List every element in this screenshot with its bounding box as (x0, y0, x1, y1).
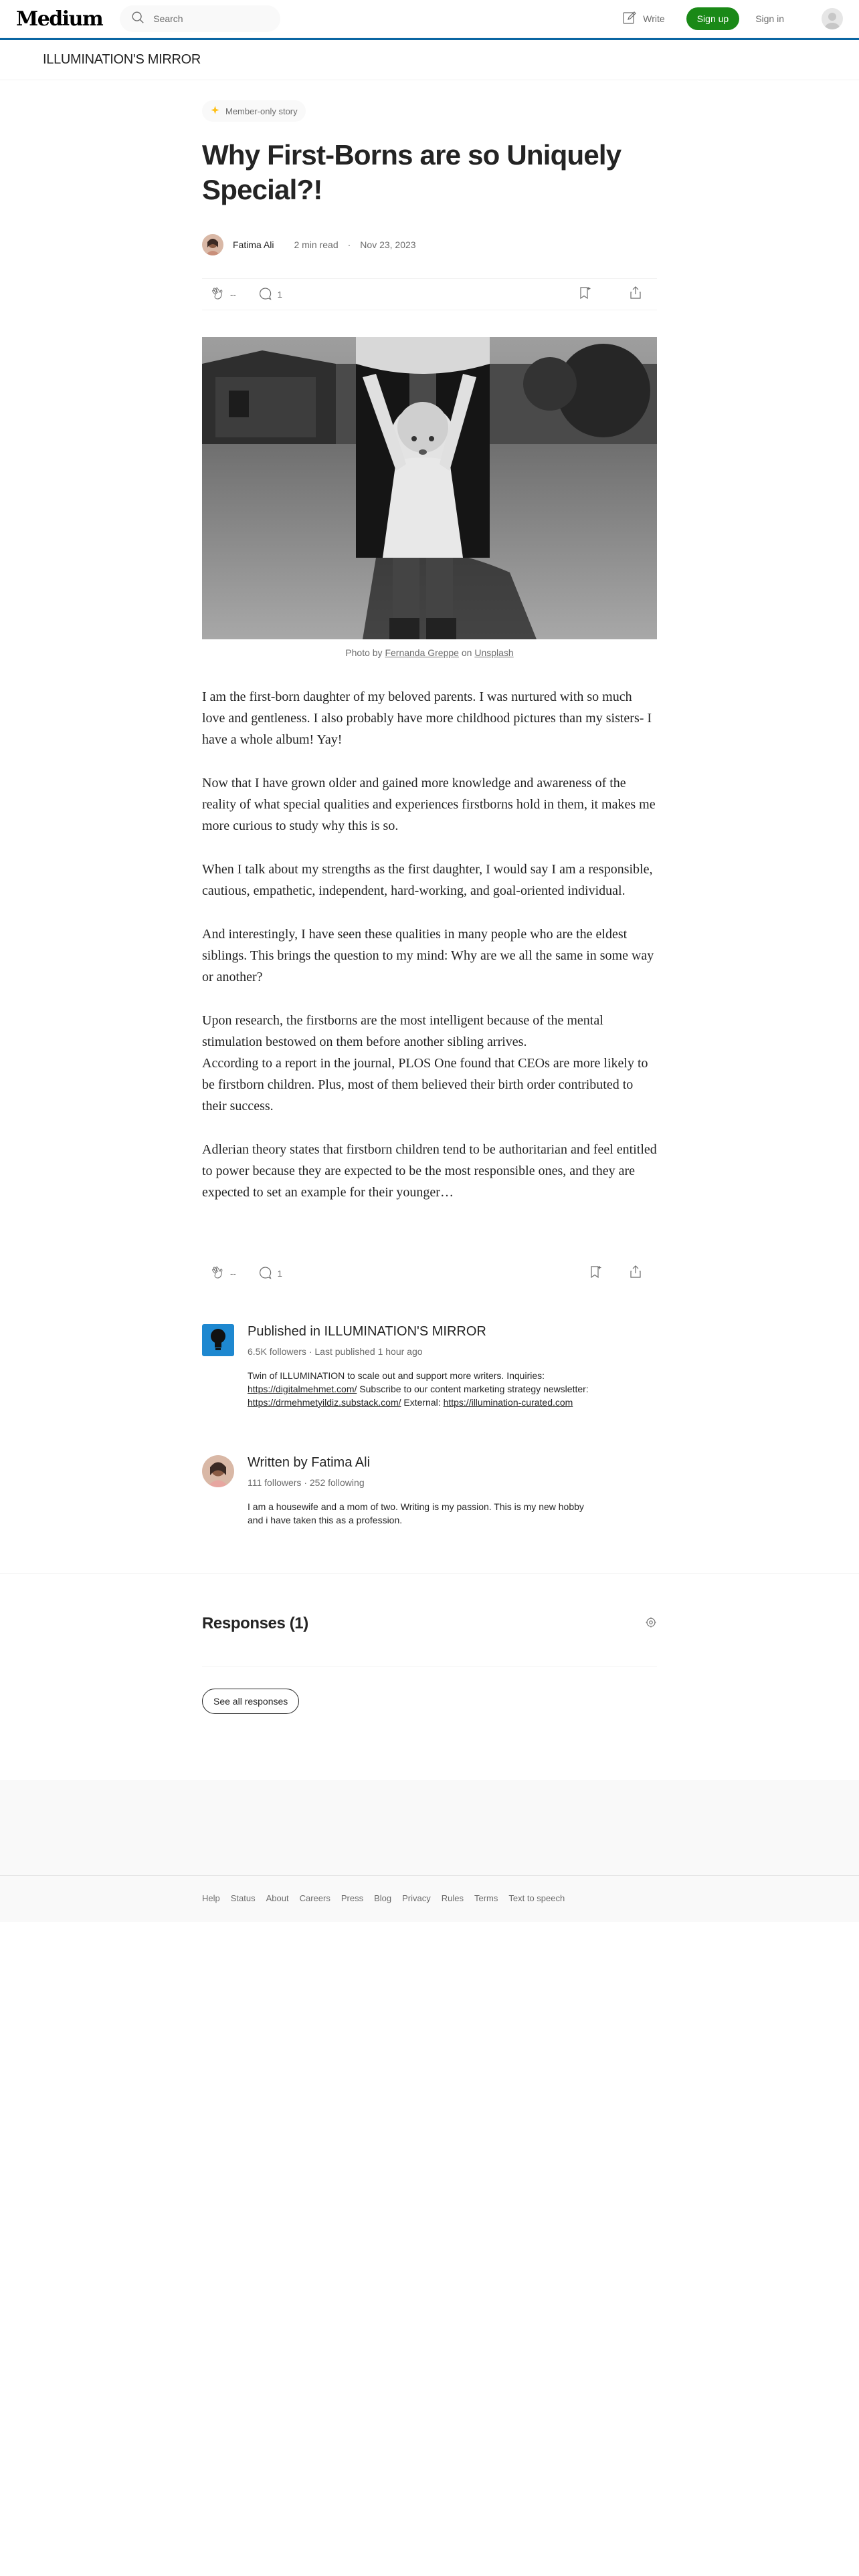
footer-link-blog[interactable]: Blog (374, 1893, 392, 1903)
see-all-responses-button[interactable]: See all responses (202, 1689, 299, 1714)
author-row (202, 230, 657, 259)
bookmark-icon[interactable] (587, 1264, 603, 1283)
author-heading[interactable]: Written by Fatima Ali (248, 1455, 371, 1470)
footer (0, 1875, 859, 1922)
signin-link[interactable]: Sign in (755, 13, 784, 24)
member-only-label: Member-only story (225, 106, 298, 116)
author-card (202, 1455, 657, 1527)
clap-icon (210, 286, 226, 304)
search-icon (130, 10, 145, 28)
paragraph: Now that I have grown older and gained more knowledge and awareness of the reality of what special qualities and experiences firstborns hold in them, it makes me more curious to study why this is so. (202, 776, 656, 833)
publisher-desc-3: External: (401, 1397, 441, 1408)
author-followers[interactable]: 111 followers (248, 1477, 302, 1488)
share-icon[interactable] (628, 1264, 644, 1283)
footer-link-careers[interactable]: Careers (299, 1893, 330, 1903)
photographer-link[interactable]: Fernanda Greppe (385, 647, 459, 658)
clap-icon (210, 1265, 226, 1283)
paragraph: According to a report in the journal, PLOS One found that CEOs are more likely to be firstborn children. Plus, most of them believed their birth order contributed to their success. (202, 1056, 648, 1113)
publisher-card (202, 1324, 657, 1409)
star-icon (210, 105, 220, 117)
share-icon[interactable] (628, 285, 644, 304)
publisher-link-2[interactable]: https://drmehmetyildiz.substack.com/ (248, 1397, 401, 1408)
author-card-avatar[interactable] (202, 1455, 234, 1487)
hero-image (202, 337, 657, 639)
paragraph: And interestingly, I have seen these qualities in many people who are the eldest siblings. This brings the question to my mind: Why are we all the same in some way or another? (202, 927, 654, 984)
footer-link-terms[interactable]: Terms (474, 1893, 498, 1903)
comment-button[interactable] (258, 286, 282, 304)
member-only-badge (202, 100, 306, 122)
publisher-heading[interactable]: Published in ILLUMINATION'S MIRROR (248, 1324, 486, 1339)
footer-link-status[interactable]: Status (230, 1893, 256, 1903)
publisher-desc-1: Twin of ILLUMINATION to scale out and support more writers. Inquiries: (248, 1370, 545, 1381)
publisher-followers[interactable]: 6.5K followers (248, 1346, 306, 1357)
unsplash-link[interactable]: Unsplash (474, 647, 514, 658)
author-bio: I am a housewife and a mom of two. Writing is my passion. This is my new hobby and i have taken this as a profession. (248, 1501, 584, 1525)
author-avatar[interactable] (202, 234, 223, 255)
section-divider (0, 1573, 859, 1574)
publish-date: Nov 23, 2023 (360, 239, 416, 250)
last-published: Last published 1 hour ago (314, 1346, 423, 1357)
clap-button[interactable] (210, 1265, 236, 1283)
author-following[interactable]: 252 following (309, 1477, 365, 1488)
publication-bar (0, 38, 859, 80)
clap-count: -- (230, 1268, 236, 1279)
responses-title: Responses (1) (202, 1614, 308, 1632)
comment-icon (258, 286, 274, 304)
publication-name[interactable]: ILLUMINATION'S MIRROR (43, 52, 201, 67)
comment-icon (258, 1265, 274, 1283)
search-input[interactable] (153, 13, 267, 24)
clap-button[interactable] (210, 286, 236, 304)
footer-link-rules[interactable]: Rules (441, 1893, 464, 1903)
read-time: 2 min read (294, 239, 339, 250)
top-nav (0, 0, 859, 38)
author-stats (248, 1477, 589, 1488)
bookmark-icon[interactable] (577, 285, 593, 304)
comment-count: 1 (277, 289, 282, 300)
footer-link-help[interactable]: Help (202, 1893, 220, 1903)
action-bar-top (202, 278, 657, 310)
write-label: Write (643, 13, 665, 24)
paragraph: Upon research, the firstborns are the most intelligent because of the mental stimulation bestowed on them before another sibling arrives. (202, 1013, 603, 1049)
footer-link-about[interactable]: About (266, 1893, 289, 1903)
footer-link-privacy[interactable]: Privacy (402, 1893, 431, 1903)
publisher-link-3[interactable]: https://illumination-curated.com (443, 1397, 573, 1408)
publisher-stats (248, 1346, 589, 1357)
article-body (202, 686, 657, 1225)
clap-count: -- (230, 289, 236, 300)
medium-logo[interactable]: Medium (16, 7, 103, 31)
image-caption (202, 647, 657, 658)
publisher-description (248, 1369, 589, 1409)
comment-count: 1 (277, 1268, 282, 1279)
meta-separator: · (347, 239, 351, 250)
action-bar-bottom (202, 1257, 657, 1289)
responses-section (202, 1614, 657, 1728)
footer-link-press[interactable]: Press (341, 1893, 364, 1903)
caption-on: on (461, 647, 472, 658)
publisher-desc-2: Subscribe to our content marketing strategy newsletter: (357, 1384, 589, 1394)
publication-logo[interactable] (202, 1324, 234, 1356)
comment-button[interactable] (258, 1265, 282, 1283)
caption-prefix: Photo by (345, 647, 383, 658)
paragraph-truncated: Adlerian theory states that firstborn children tend to be authoritarian and feel entitled to power because they are expected to be the most responsible ones, and they are expected to set an example for their younger… (202, 1142, 657, 1200)
shield-icon[interactable] (645, 1616, 657, 1632)
author-name[interactable]: Fatima Ali (233, 239, 274, 250)
write-icon (622, 10, 638, 28)
search-bar[interactable] (120, 5, 280, 32)
write-link[interactable] (622, 10, 664, 28)
paragraph: I am the first-born daughter of my beloved parents. I was nurtured with so much love and gentleness. I also probably have more childhood pictures than my sisters- I have a whole album! Yay! (202, 689, 652, 747)
signup-button[interactable]: Sign up (686, 7, 739, 30)
publisher-link-1[interactable]: https://digitalmehmet.com/ (248, 1384, 357, 1394)
footer-links (202, 1893, 565, 1903)
stats-separator: · (304, 1477, 310, 1488)
user-avatar-icon[interactable] (822, 8, 843, 29)
stats-separator: · (308, 1346, 315, 1357)
paragraph: When I talk about my strengths as the first daughter, I would say I am a responsible, cautious, empathetic, independent, hard-working, and goal-oriented individual. (202, 862, 653, 898)
footer-link-text-to-speech[interactable]: Text to speech (508, 1893, 565, 1903)
article-title: Why First-Borns are so Uniquely Special?! (202, 139, 622, 205)
